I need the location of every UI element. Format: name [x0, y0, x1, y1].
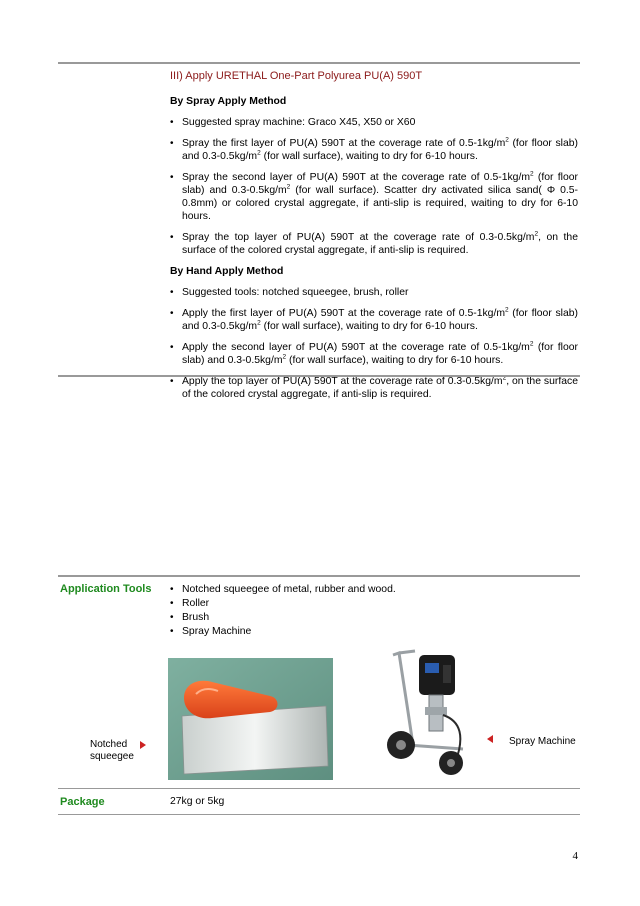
- arrow-right-icon: [140, 741, 146, 749]
- spray-method-heading: By Spray Apply Method: [170, 96, 287, 107]
- section-title: III) Apply URETHAL One-Part Polyurea PU(A) 590T: [170, 70, 423, 82]
- notched-squeegee-photo: [168, 658, 333, 780]
- package-value: 27kg or 5kg: [170, 796, 225, 807]
- list-item: • Roller: [170, 597, 578, 610]
- notched-squeegee-caption: Notched squeegee: [90, 739, 134, 762]
- package-bottom-rule: [58, 814, 580, 815]
- package-top-rule: [58, 788, 580, 789]
- tools-list-column: [170, 583, 578, 639]
- list-item: • Spray Machine: [170, 625, 578, 638]
- list-item: • Spray the second layer of PU(A) 590T at the coverage rate of $0.5-1kg/m^2$ (for floor slab) and $0.3-0.5kg/m^2$ (for wall surface). Scatter dry activated silica sand( Φ 0.5-0.8mm) or colored crystal aggregate, if anti-slip is required, waiting to dry for 6-10 hours.: [170, 171, 578, 223]
- list-item: • Notched squeegee of metal, rubber and wood.: [170, 583, 578, 596]
- spray-method-list: [170, 116, 578, 257]
- tools-list: [170, 583, 578, 638]
- spray-machine-caption: Spray Machine: [509, 736, 576, 747]
- list-item: • Apply the second layer of PU(A) 590T at the coverage rate of $0.5-1kg/m^2$ (for floor slab) and $0.3-0.5kg/m^2$ (for wall surface), waiting to dry for 6-10 hours.: [170, 341, 578, 367]
- list-item: • Suggested tools: notched squeegee, brush, roller: [170, 286, 578, 299]
- hand-method-heading: By Hand Apply Method: [170, 266, 284, 277]
- list-item: • Apply the top layer of PU(A) 590T at the coverage rate of $0.3-0.5kg/m^2$, on the surface of the colored crystal aggregate, if anti-slip is required.: [170, 375, 578, 401]
- instructions-column: [170, 70, 578, 409]
- list-item: • Brush: [170, 611, 578, 624]
- hand-method-list: [170, 286, 578, 401]
- page-number: 4: [572, 850, 578, 862]
- tools-top-rule: [58, 575, 580, 577]
- top-rule: [58, 62, 580, 64]
- application-tools-label: Application Tools: [60, 583, 152, 595]
- section-rule: [58, 375, 580, 377]
- list-item: • Spray the first layer of PU(A) 590T at the coverage rate of $0.5-1kg/m^2$ (for floor slab) and $0.3-0.5kg/m^2$ (for wall surface), waiting to dry for 6-10 hours.: [170, 137, 578, 163]
- package-label: Package: [60, 796, 105, 808]
- list-item: • Apply the first layer of PU(A) 590T at the coverage rate of $0.5-1kg/m^2$ (for floor slab) and $0.3-0.5kg/m^2$ (for wall surface), waiting to dry for 6-10 hours.: [170, 307, 578, 333]
- list-item: • Spray the top layer of PU(A) 590T at the coverage rate of $0.3-0.5kg/m^2$, on the surface of the colored crystal aggregate, if anti-slip is required.: [170, 231, 578, 257]
- arrow-left-icon: [487, 735, 493, 743]
- list-item: • Suggested spray machine: Graco X45, X50 or X60: [170, 116, 578, 129]
- spray-machine-photo: [385, 645, 475, 780]
